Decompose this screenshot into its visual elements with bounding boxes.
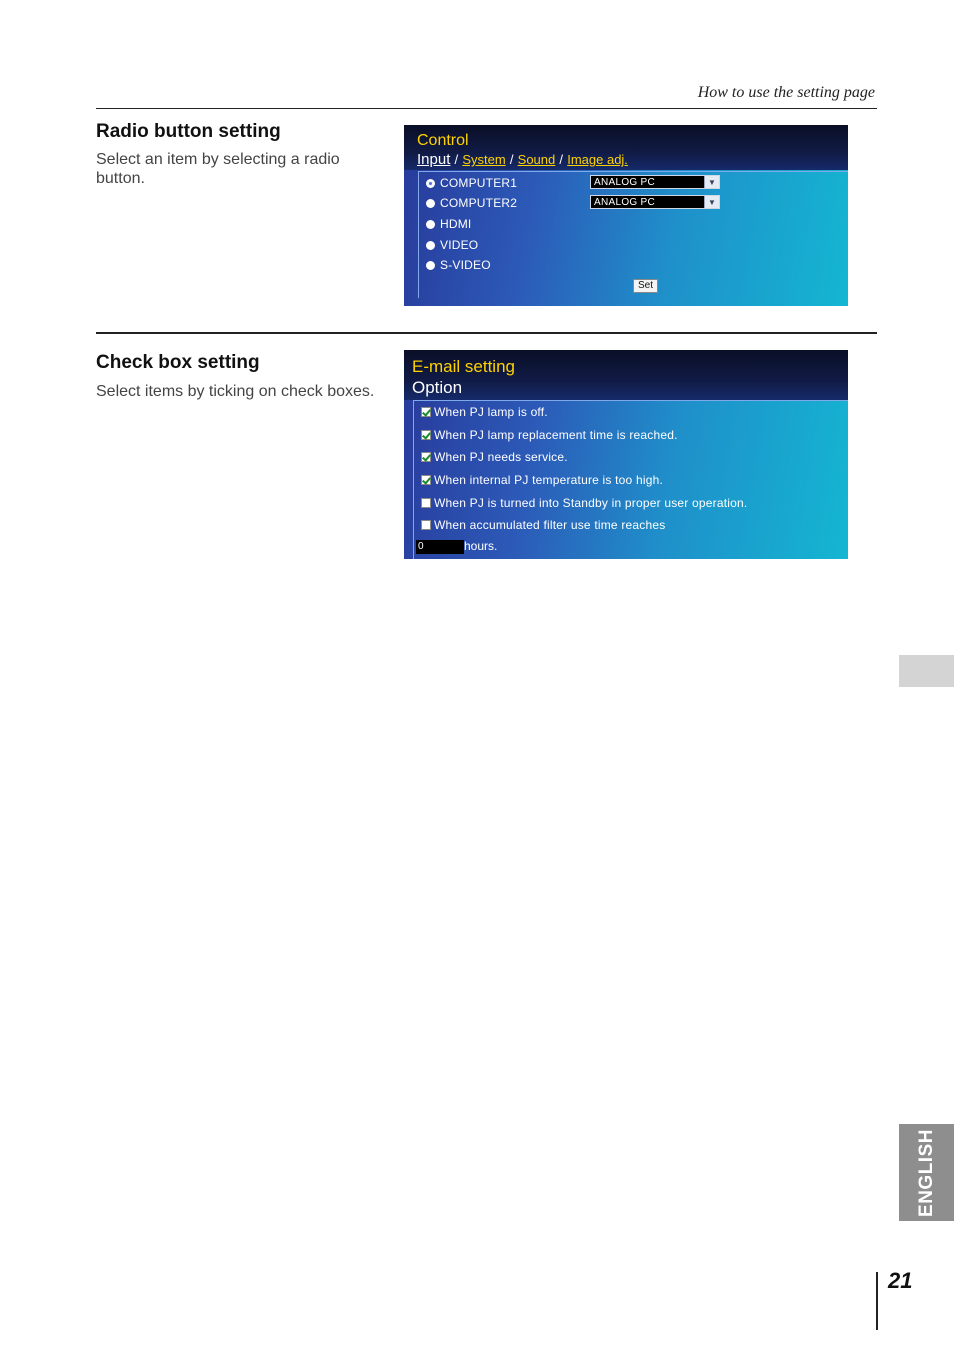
page-number-rule bbox=[876, 1272, 878, 1330]
tab-sound[interactable]: Sound bbox=[517, 152, 556, 167]
chevron-down-icon[interactable]: ▼ bbox=[704, 196, 719, 208]
radio-label: S-VIDEO bbox=[440, 258, 491, 272]
tab-image-adj[interactable]: Image adj. bbox=[567, 152, 628, 167]
checkbox-filter-time[interactable] bbox=[421, 520, 431, 530]
set-button[interactable]: Set bbox=[633, 279, 658, 293]
checkbox-lamp-off[interactable] bbox=[421, 407, 431, 417]
radio-label: COMPUTER2 bbox=[440, 196, 518, 210]
radio-row[interactable] bbox=[426, 195, 517, 211]
tab-input[interactable]: Input bbox=[417, 151, 451, 168]
language-side-tab bbox=[899, 1124, 954, 1221]
tab-system[interactable]: System bbox=[462, 152, 506, 167]
checkbox-row[interactable]: When PJ lamp is off. bbox=[421, 404, 548, 420]
running-title: How to use the setting page bbox=[697, 84, 875, 101]
computer1-select[interactable]: ANALOG PC ▼ bbox=[590, 175, 720, 189]
computer2-select[interactable]: ANALOG PC ▼ bbox=[590, 195, 720, 209]
checkbox-row[interactable]: When PJ needs service. bbox=[421, 449, 568, 465]
radio-row[interactable] bbox=[426, 237, 478, 253]
section-divider bbox=[96, 332, 877, 334]
checkbox-section-description: Select items by ticking on check boxes. bbox=[96, 383, 375, 400]
radio-button-hdmi[interactable] bbox=[426, 220, 435, 229]
radio-label: COMPUTER1 bbox=[440, 176, 518, 190]
checkbox-row[interactable]: When accumulated filter use time reaches bbox=[421, 517, 665, 533]
checkbox-row[interactable]: When PJ lamp replacement time is reached. bbox=[421, 427, 678, 443]
radio-button-computer2[interactable] bbox=[426, 199, 435, 208]
chevron-down-icon[interactable]: ▼ bbox=[704, 176, 719, 188]
control-title: Control bbox=[417, 132, 469, 149]
email-setting-title: E-mail setting bbox=[412, 357, 515, 376]
radio-section-title: Radio button setting bbox=[96, 121, 281, 142]
control-screenshot bbox=[404, 125, 848, 306]
radio-button-s-video[interactable] bbox=[426, 261, 435, 270]
email-option-subtitle: Option bbox=[412, 378, 463, 397]
page-number: 21 bbox=[888, 1268, 913, 1293]
checkbox-temperature-high[interactable] bbox=[421, 475, 431, 485]
radio-label: HDMI bbox=[440, 217, 472, 231]
header-rule bbox=[96, 108, 877, 109]
language-label: ENGLISH bbox=[915, 1128, 937, 1217]
checkbox-section-title: Check box setting bbox=[96, 352, 260, 373]
checkbox-row[interactable]: When internal PJ temperature is too high. bbox=[421, 472, 663, 488]
hours-input[interactable]: 0 bbox=[416, 540, 464, 554]
radio-section-description: Select an item by selecting a radio button. bbox=[96, 151, 340, 187]
radio-row[interactable] bbox=[426, 257, 491, 273]
checkbox-lamp-replacement[interactable] bbox=[421, 430, 431, 440]
email-setting-screenshot bbox=[404, 350, 848, 559]
side-tab-marker bbox=[899, 655, 954, 687]
checkbox-standby[interactable] bbox=[421, 498, 431, 508]
radio-row[interactable] bbox=[426, 175, 517, 191]
radio-row[interactable] bbox=[426, 216, 471, 232]
radio-label: VIDEO bbox=[440, 238, 479, 252]
checkbox-needs-service[interactable] bbox=[421, 452, 431, 462]
hours-label: hours. bbox=[464, 539, 498, 553]
radio-button-video[interactable] bbox=[426, 241, 435, 250]
checkbox-row[interactable]: When PJ is turned into Standby in proper user operation. bbox=[421, 495, 747, 511]
control-tabs: Input / System / Sound / Image adj. bbox=[417, 151, 628, 168]
radio-button-computer1[interactable] bbox=[426, 179, 435, 188]
